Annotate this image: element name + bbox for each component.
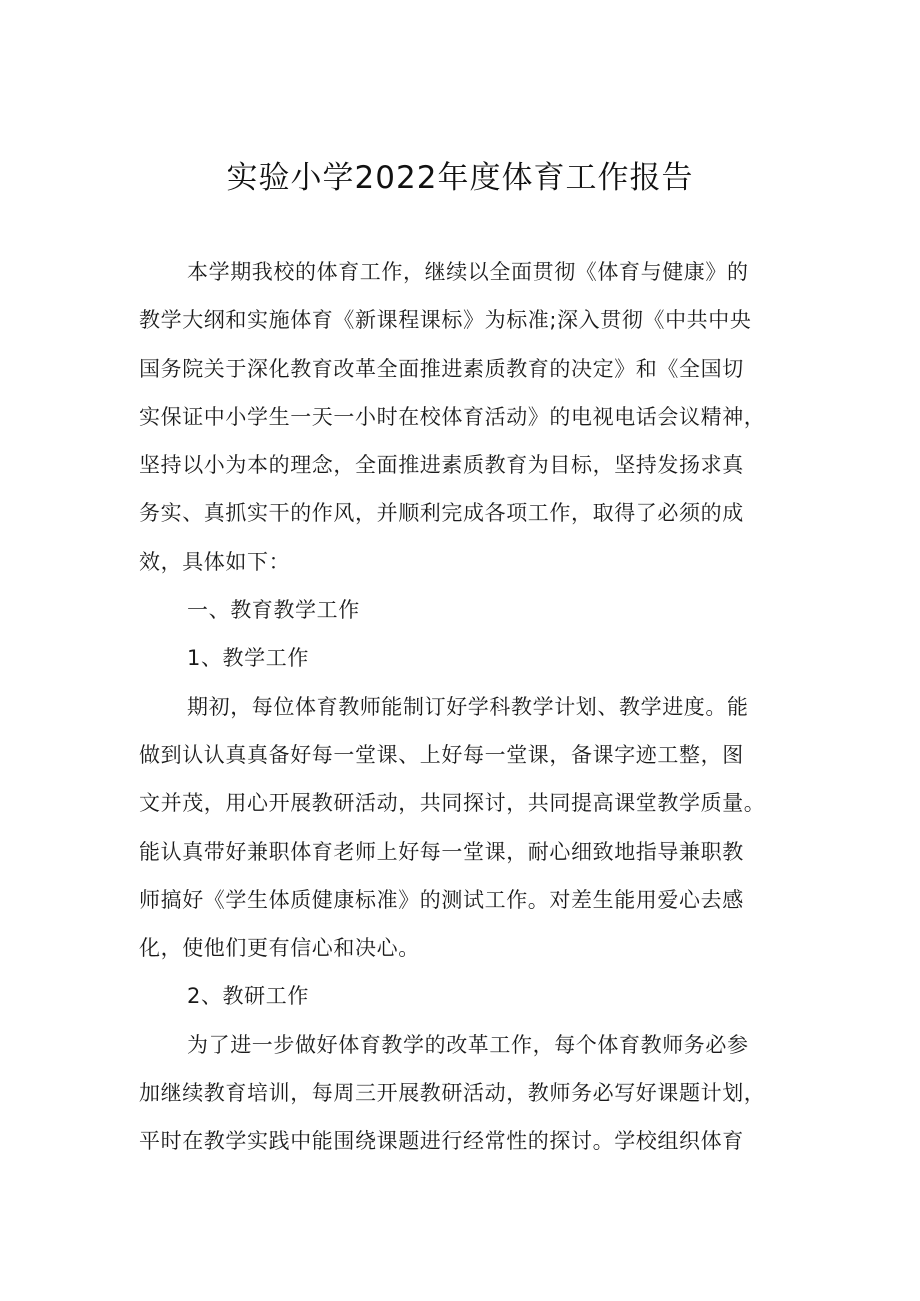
body-line-5: 坚持以小为本的理念，全面推进素质教育为目标，坚持发扬求真 [139,453,744,478]
body-line-7: 效，具体如下： [139,549,291,574]
body-line-6: 务实、真抓实干的作风，并顺利完成各项工作，取得了必须的成 [139,501,744,526]
body-line-14: 师搞好《学生体质健康标准》的测试工作。对差生能用爱心去感 [139,887,744,912]
body-line-3: 国务院关于深化教育改革全面推进素质教育的决定》和《全国切 [139,356,744,381]
body-line-19: 平时在教学实践中能围绕课题进行经常性的探讨。学校组织体育 [139,1129,744,1154]
body-line-15: 化，使他们更有信心和决心。 [139,936,420,961]
body-line-10: 期初，每位体育教师能制订好学科教学计划、教学进度。能 [187,694,749,719]
body-line-11: 做到认认真真备好每一堂课、上好每一堂课，备课字迹工整，图 [139,742,744,767]
body-line-12: 文并茂，用心开展教研活动，共同探讨，共同提高课堂教学质量。 [139,791,766,816]
section-heading-1: 一、教育教学工作 [187,598,360,623]
body-line-1: 本学期我校的体育工作，继续以全面贯彻《体育与健康》的 [187,260,749,284]
body-line-4: 实保证中小学生一天一小时在校体育活动》的电视电话会议精神， [139,404,766,429]
body-line-2: 教学大纲和实施体育《新课程课标》为标准;深入贯彻《中共中央 [139,308,752,333]
body-line-18: 加继续教育培训，每周三开展教研活动，教师务必写好课题计划， [139,1081,766,1106]
document-body [139,248,807,1166]
subsection-heading-1: 1、教学工作 [187,646,309,671]
body-line-17: 为了进一步做好体育教学的改革工作，每个体育教师务必参 [187,1032,749,1057]
body-line-13: 能认真带好兼职体育老师上好每一堂课，耐心细致地指导兼职教 [139,839,744,864]
document-title: 实验小学2022年度体育工作报告 [226,160,694,196]
subsection-heading-2: 2、教研工作 [187,984,309,1009]
